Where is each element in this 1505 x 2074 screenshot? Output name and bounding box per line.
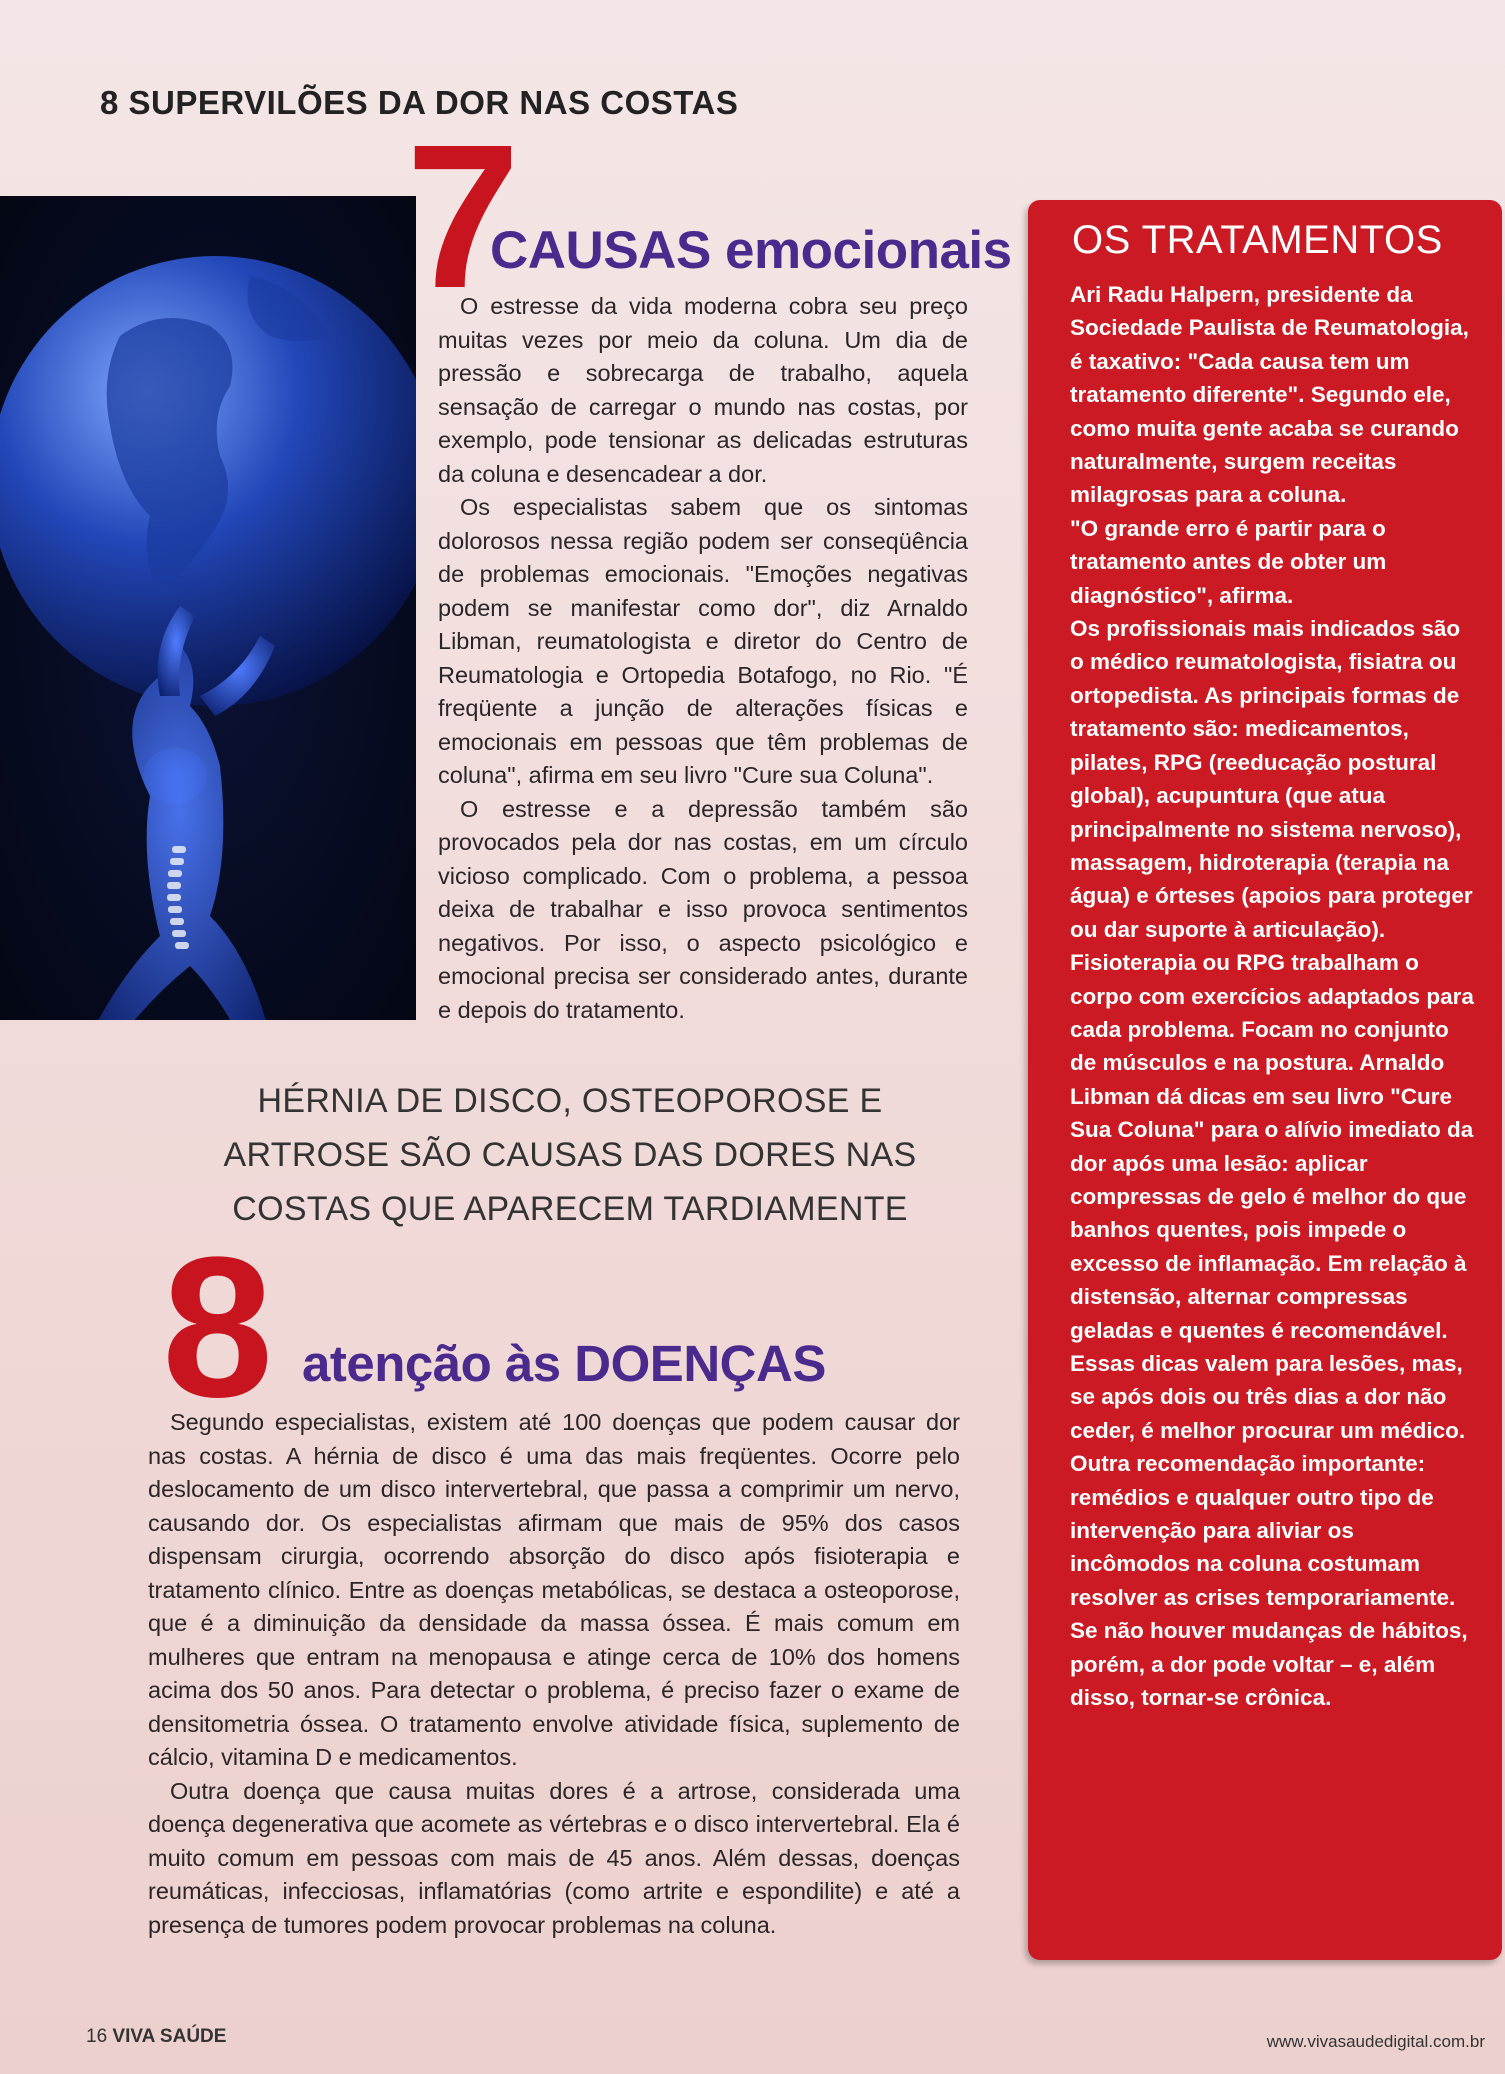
sidebar-paragraph: Ari Radu Halpern, presidente da Sociedade Paulista de Reumatologia, é taxativo: "Cada causa tem um tratamento diferente". Segundo ele, como muita gente acaba se curando naturalmente, surgem receitas milagrosas para a coluna. bbox=[1070, 282, 1469, 508]
item-8-paragraph: Segundo especialistas, existem até 100 doenças que podem causar dor nas costas. A hérnia de disco é uma das mais freqüentes. Ocorre pelo deslocamento de um disco intervertebral, que passa a comprimir um nervo, causando dor. Os especialistas afirmam que mais de 95% dos casos dispensam cirurgia, ocorrendo absorção do disco após fisioterapia e tratamento clínico. Entre as doenças metabólicas, se destaca a osteoporose, que é a diminuição da densidade da massa óssea. É mais comum em mulheres que entram na menopausa e atinge cerca de 10% dos homens acima dos 50 anos. Para detectar o problema, é preciso fazer o exame de densitometria óssea. O tratamento envolve atividade física, suplemento de cálcio, vitamina D e medicamentos. bbox=[148, 1409, 960, 1770]
item-8-number: 8 bbox=[162, 1216, 274, 1439]
sidebar-paragraph: "O grande erro é partir para o tratamento antes de obter um diagnóstico", afirma. bbox=[1070, 515, 1387, 608]
pull-quote-line: ARTROSE SÃO CAUSAS DAS DORES NAS bbox=[223, 1136, 917, 1174]
sidebar-body bbox=[1070, 278, 1480, 1714]
item-7-number: 7 bbox=[406, 102, 521, 331]
atlas-globe-photo bbox=[0, 196, 416, 1020]
treatments-sidebar bbox=[1028, 200, 1502, 1960]
sidebar-paragraph: Os profissionais mais indicados são o médico reumatologista, fisiatra ou ortopedista. As principais formas de tratamento são: medicamentos, pilates, RPG (reeducação postural global), acupuntura (que atua principalmente no sistema nervoso), massagem, hidroterapia (terapia na água) e órteses (apoios para proteger ou dar suporte à articulação). bbox=[1070, 616, 1473, 942]
page-number: 16 bbox=[86, 2026, 108, 2047]
sidebar-paragraph: Fisioterapia ou RPG trabalham o corpo com exercícios adaptados para cada problema. Focam no conjunto de músculos e na postura. Arnaldo Libman dá dicas em seu livro "Cure Sua Coluna" para o alívio imediato da dor após uma lesão: aplicar compressas de gelo é melhor do que banhos quentes, pois impede o excesso de inflamação. Em relação à distensão, alternar compressas geladas e quentes é recomendável. Essas dicas valem para lesões, mas, se após dois ou três dias a dor não ceder, é melhor procurar um médico. Outra recomendação importante: remédios e qualquer outro tipo de intervenção para aliviar os incômodos na coluna costumam resolver as crises temporariamente. Se não houver mudanças de hábitos, porém, a dor pode voltar – e, além disso, tornar-se crônica. bbox=[1070, 950, 1474, 1711]
item-7-paragraph: O estresse e a depressão também são provocados pela dor nas costas, em um círculo vicioso complicado. Com o problema, a pessoa deixa de trabalhar e isso provoca sentimentos negativos. Por isso, o aspecto psicológico e emocional precisa ser considerado antes, durante e depois do tratamento. bbox=[438, 795, 968, 1023]
item-8-paragraph: Outra doença que causa muitas dores é a artrose, considerada uma doença degenerativa que acomete as vértebras e o disco intervertebral. Ela é muito comum em pessoas com mais de 45 anos. Além dessas, doenças reumáticas, infecciosas, inflamatórias (como artrite e espondilite) e até a presença de tumores podem provocar problemas na coluna. bbox=[148, 1777, 960, 1938]
item-7-title: CAUSAS emocionais bbox=[490, 221, 1012, 280]
item-7-paragraph: Os especialistas sabem que os sintomas dolorosos nessa região podem ser conseqüência de problemas emocionais. "Emoções negativas podem se manifestar como dor", diz Arnaldo Libman, reumatologista e diretor do Centro de Reumatologia e Ortopedia Botafogo, no Rio. "É freqüente a junção de alterações físicas e emocionais em pessoas que têm problemas de coluna", afirma em seu livro "Cure sua Coluna". bbox=[438, 494, 968, 788]
item-7-paragraph: O estresse da vida moderna cobra seu preço muitas vezes por meio da coluna. Um dia de pressão e sobrecarga de trabalho, aquela sensação de carregar o mundo nas costas, por exemplo, pode tensionar as delicadas estruturas da coluna e desencadear a dor. bbox=[438, 293, 968, 487]
pull-quote bbox=[180, 1074, 960, 1236]
sidebar-title: OS TRATAMENTOS bbox=[1072, 218, 1443, 262]
magazine-name: VIVA SAÚDE bbox=[112, 2026, 227, 2047]
section-header: 8 SUPERVILÕES DA DOR NAS COSTAS bbox=[100, 84, 739, 121]
pull-quote-line: COSTAS QUE APARECEM TARDIAMENTE bbox=[232, 1190, 908, 1228]
item-8-title: atenção às DOENÇAS bbox=[302, 1335, 826, 1392]
item-7-body bbox=[438, 290, 968, 1027]
item-8-body bbox=[148, 1406, 960, 1942]
footer-page-info bbox=[86, 2026, 226, 2048]
pull-quote-line: HÉRNIA DE DISCO, OSTEOPOROSE E bbox=[257, 1082, 883, 1120]
website-link[interactable]: www.vivasaudedigital.com.br bbox=[1266, 2032, 1485, 2051]
